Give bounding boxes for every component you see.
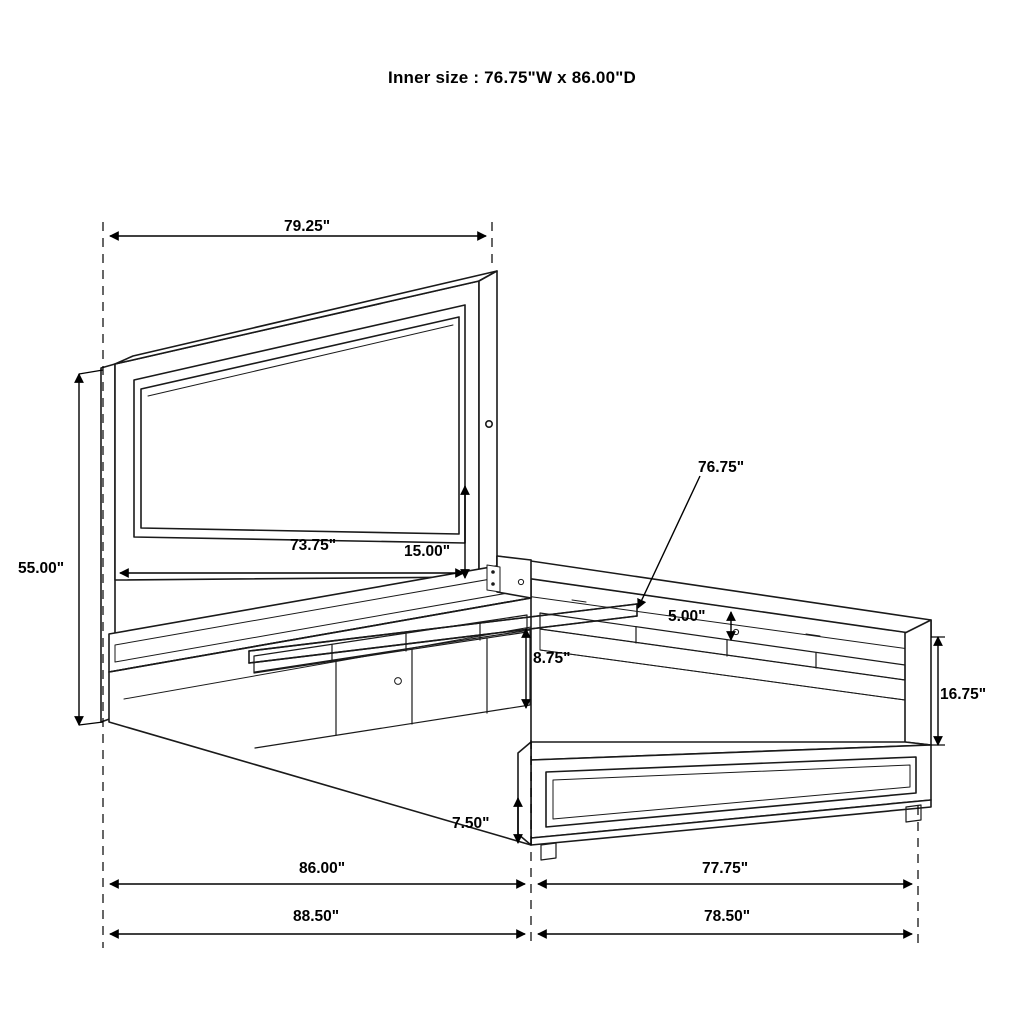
dim-footboard-clearance: 7.50" (452, 815, 490, 832)
dim-overall-depth: 88.50" (293, 908, 340, 925)
page-title: Inner size : 76.75"W x 86.00"D (388, 68, 636, 87)
dim-slat-height: 8.75" (533, 650, 571, 667)
dim-inner-width: 76.75" (698, 459, 745, 476)
dim-overall-height: 55.00" (18, 560, 65, 577)
dim-inner-depth: 86.00" (299, 860, 346, 877)
dim-footboard-width-outer: 78.50" (704, 908, 751, 925)
dim-footboard-width-inner: 77.75" (702, 860, 749, 877)
dim-headboard-width: 79.25" (284, 218, 331, 235)
dim-headboard-panel-width: 73.75" (290, 537, 337, 554)
dim-deck-to-rail-height: 15.00" (404, 543, 451, 560)
dim-footboard-rail-height: 16.75" (940, 686, 987, 703)
dim-slat-gap: 5.00" (668, 608, 706, 625)
